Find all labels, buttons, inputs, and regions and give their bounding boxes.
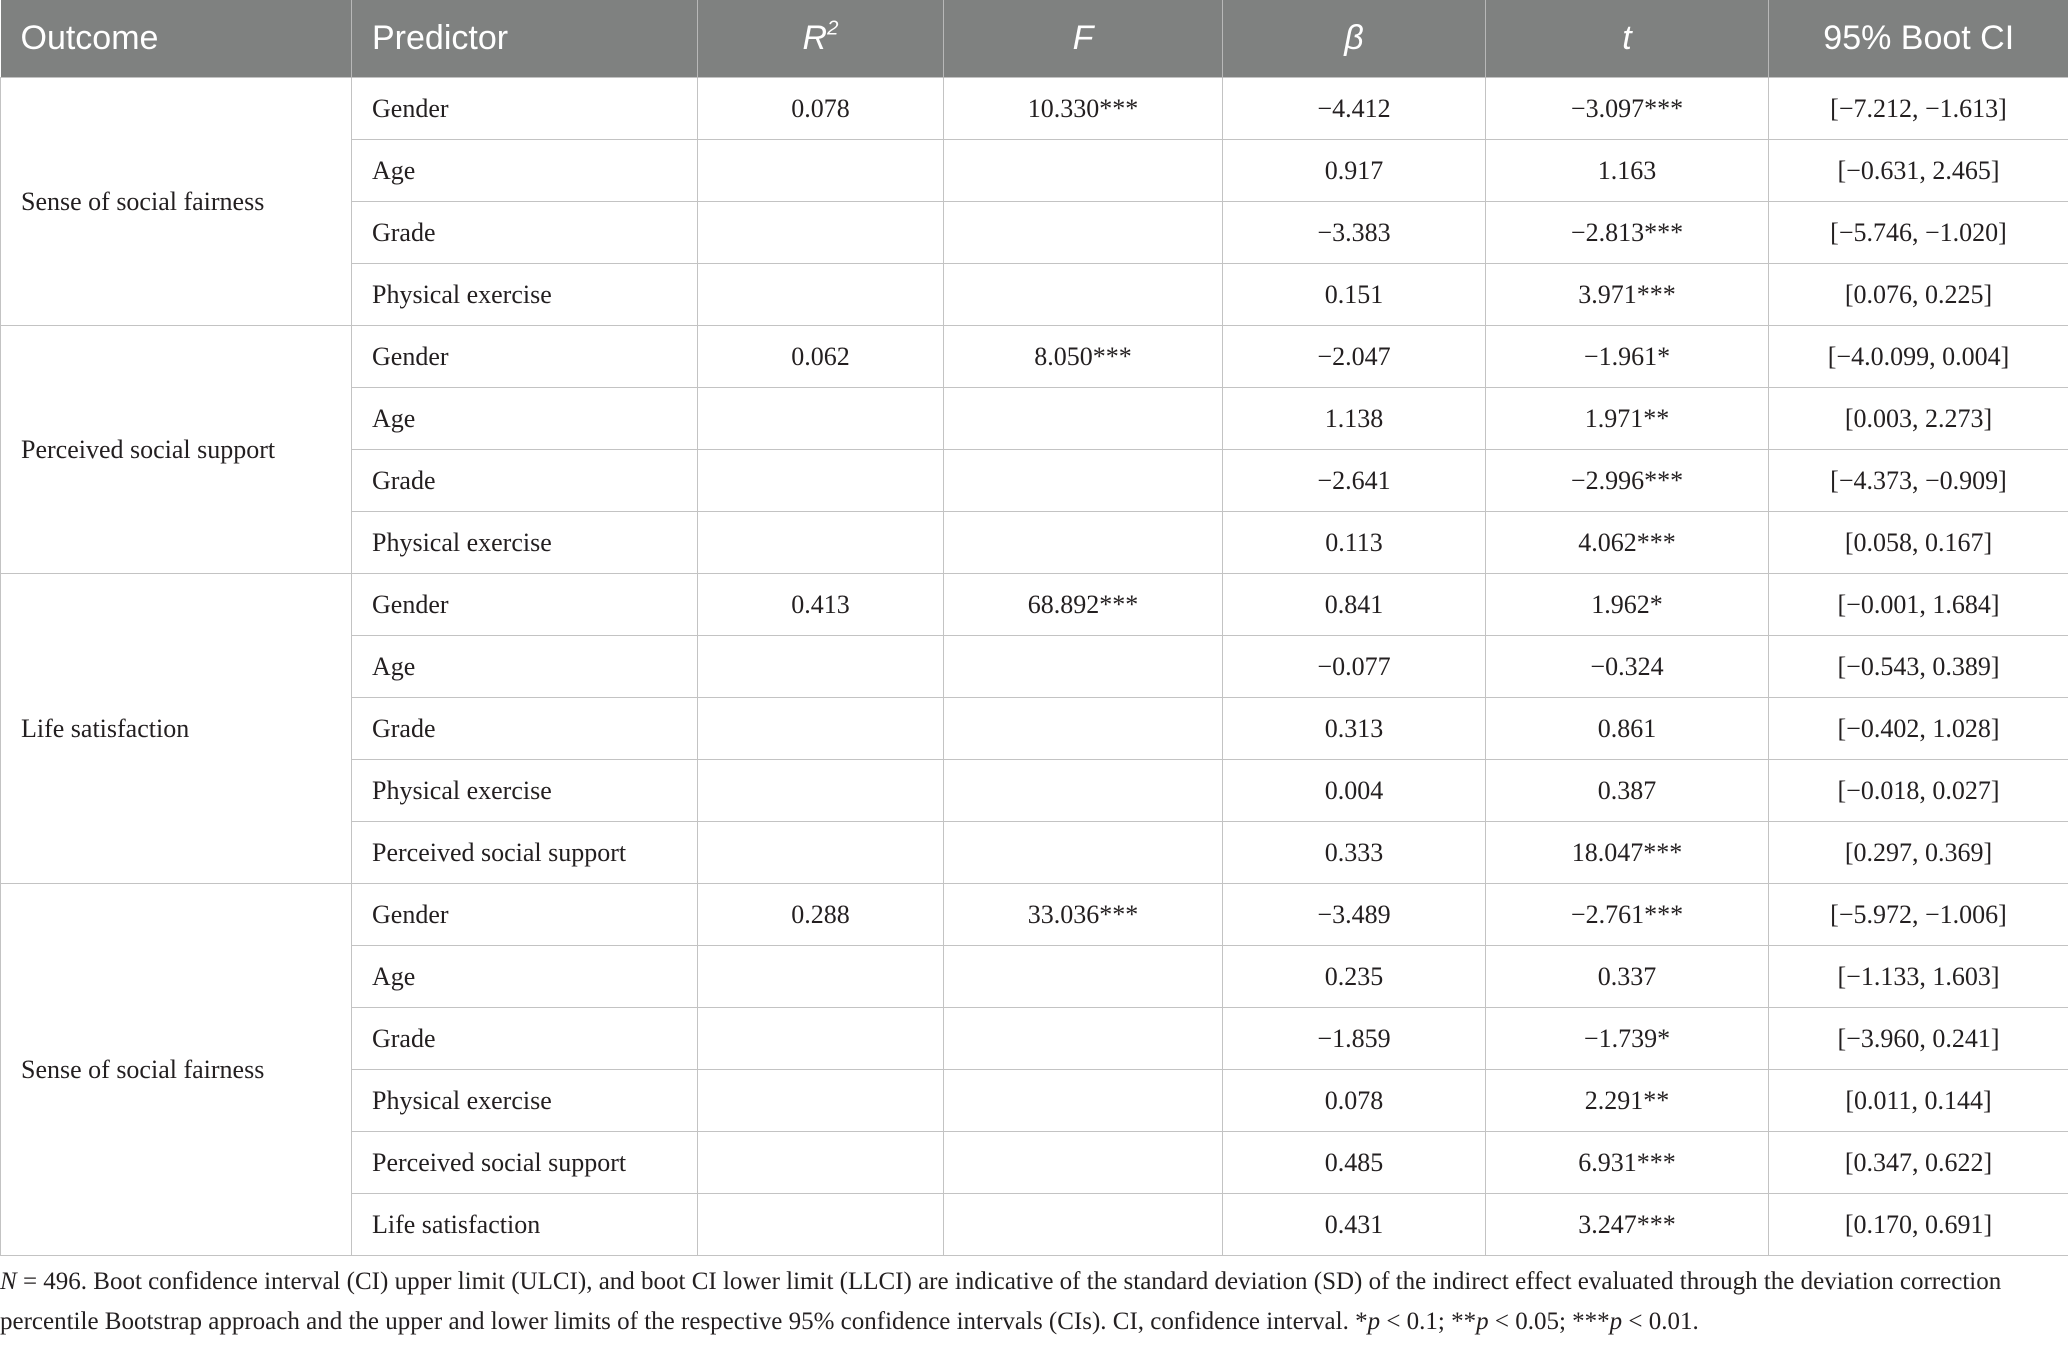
- ci-cell: [−0.631, 2.465]: [1769, 140, 2068, 202]
- note-sig1-rest: < 0.1;: [1380, 1308, 1452, 1335]
- ci-cell: [−0.018, 0.027]: [1769, 760, 2068, 822]
- r-squared-cell: [698, 698, 944, 760]
- f-cell: 68.892***: [944, 574, 1223, 636]
- note-sig2-rest: < 0.05;: [1488, 1308, 1573, 1335]
- header-row: [1, 0, 2068, 78]
- ci-cell: [0.170, 0.691]: [1769, 1194, 2068, 1256]
- predictor-cell: Gender: [352, 326, 698, 388]
- t-cell: −2.813***: [1486, 202, 1769, 264]
- beta-cell: 1.138: [1223, 388, 1486, 450]
- f-cell: [944, 450, 1223, 512]
- predictor-cell: Gender: [352, 78, 698, 140]
- ci-cell: [0.297, 0.369]: [1769, 822, 2068, 884]
- beta-cell: 0.078: [1223, 1070, 1486, 1132]
- predictor-cell: Age: [352, 636, 698, 698]
- r-squared-cell: [698, 264, 944, 326]
- r-squared-cell: 0.413: [698, 574, 944, 636]
- table-header: [1, 0, 2068, 78]
- t-cell: 1.962*: [1486, 574, 1769, 636]
- ci-cell: [−0.543, 0.389]: [1769, 636, 2068, 698]
- f-cell: [944, 946, 1223, 1008]
- f-cell: 10.330***: [944, 78, 1223, 140]
- t-cell: 18.047***: [1486, 822, 1769, 884]
- header-outcome: Outcome: [1, 0, 352, 78]
- f-cell: 8.050***: [944, 326, 1223, 388]
- f-cell: [944, 140, 1223, 202]
- predictor-cell: Grade: [352, 698, 698, 760]
- header-f: F: [944, 0, 1223, 78]
- t-cell: 3.971***: [1486, 264, 1769, 326]
- f-cell: [944, 1132, 1223, 1194]
- r-squared-cell: [698, 1194, 944, 1256]
- note-n-label: N: [0, 1268, 17, 1295]
- r-squared-cell: 0.078: [698, 78, 944, 140]
- f-cell: [944, 760, 1223, 822]
- ci-cell: [−0.402, 1.028]: [1769, 698, 2068, 760]
- ci-cell: [−5.972, −1.006]: [1769, 884, 2068, 946]
- r-squared-cell: 0.062: [698, 326, 944, 388]
- t-cell: 6.931***: [1486, 1132, 1769, 1194]
- r-squared-cell: [698, 760, 944, 822]
- f-cell: [944, 388, 1223, 450]
- note-sig1-stars: *: [1355, 1308, 1368, 1335]
- note-body: = 496. Boot confidence interval (CI) upper limit (ULCI), and boot CI lower limit (LLCI) are indicative of the standard deviation (SD) of the indirect effect evaluated through the deviation correction percentile Bootstrap approach and the upper and lower limits of the respective 95% confidence intervals (CIs). CI, confidence interval.: [0, 1268, 2002, 1335]
- predictor-cell: Physical exercise: [352, 512, 698, 574]
- r-squared-cell: 0.288: [698, 884, 944, 946]
- beta-cell: 0.235: [1223, 946, 1486, 1008]
- beta-cell: 0.313: [1223, 698, 1486, 760]
- beta-cell: −2.047: [1223, 326, 1486, 388]
- f-cell: [944, 822, 1223, 884]
- ci-cell: [−5.746, −1.020]: [1769, 202, 2068, 264]
- f-cell: [944, 1070, 1223, 1132]
- ci-cell: [0.076, 0.225]: [1769, 264, 2068, 326]
- ci-cell: [0.347, 0.622]: [1769, 1132, 2068, 1194]
- r-squared-cell: [698, 946, 944, 1008]
- f-cell: [944, 636, 1223, 698]
- r-squared-cell: [698, 636, 944, 698]
- beta-cell: 0.841: [1223, 574, 1486, 636]
- ci-cell: [0.058, 0.167]: [1769, 512, 2068, 574]
- r-squared-cell: [698, 140, 944, 202]
- beta-cell: 0.151: [1223, 264, 1486, 326]
- f-cell: [944, 512, 1223, 574]
- predictor-cell: Grade: [352, 450, 698, 512]
- t-cell: 4.062***: [1486, 512, 1769, 574]
- predictor-cell: Age: [352, 946, 698, 1008]
- table-row: [1, 78, 2068, 140]
- table-row: [1, 574, 2068, 636]
- f-cell: 33.036***: [944, 884, 1223, 946]
- ci-cell: [−4.373, −0.909]: [1769, 450, 2068, 512]
- t-cell: −2.996***: [1486, 450, 1769, 512]
- t-cell: −3.097***: [1486, 78, 1769, 140]
- outcome-cell: Life satisfaction: [1, 574, 352, 884]
- header-t: t: [1486, 0, 1769, 78]
- beta-cell: 0.431: [1223, 1194, 1486, 1256]
- beta-cell: 0.333: [1223, 822, 1486, 884]
- beta-cell: −2.641: [1223, 450, 1486, 512]
- table-row: [1, 884, 2068, 946]
- header-predictor: Predictor: [352, 0, 698, 78]
- predictor-cell: Physical exercise: [352, 264, 698, 326]
- ci-cell: [0.003, 2.273]: [1769, 388, 2068, 450]
- r-squared-cell: [698, 450, 944, 512]
- beta-cell: −1.859: [1223, 1008, 1486, 1070]
- ci-cell: [−0.001, 1.684]: [1769, 574, 2068, 636]
- t-cell: 0.337: [1486, 946, 1769, 1008]
- t-cell: 1.971**: [1486, 388, 1769, 450]
- r-squared-cell: [698, 512, 944, 574]
- t-cell: 3.247***: [1486, 1194, 1769, 1256]
- beta-cell: 0.004: [1223, 760, 1486, 822]
- t-cell: −1.739*: [1486, 1008, 1769, 1070]
- outcome-cell: Sense of social fairness: [1, 884, 352, 1256]
- predictor-cell: Physical exercise: [352, 760, 698, 822]
- t-cell: 2.291**: [1486, 1070, 1769, 1132]
- predictor-cell: Perceived social support: [352, 822, 698, 884]
- beta-cell: −3.383: [1223, 202, 1486, 264]
- header-r-squared: [698, 0, 944, 78]
- predictor-cell: Physical exercise: [352, 1070, 698, 1132]
- f-cell: [944, 1008, 1223, 1070]
- beta-cell: −0.077: [1223, 636, 1486, 698]
- r-squared-cell: [698, 1070, 944, 1132]
- predictor-cell: Age: [352, 140, 698, 202]
- r-squared-cell: [698, 388, 944, 450]
- predictor-cell: Gender: [352, 574, 698, 636]
- predictor-cell: Gender: [352, 884, 698, 946]
- beta-cell: 0.113: [1223, 512, 1486, 574]
- r-squared-cell: [698, 822, 944, 884]
- table-footnote: [0, 1262, 2040, 1342]
- f-cell: [944, 698, 1223, 760]
- beta-cell: 0.485: [1223, 1132, 1486, 1194]
- header-beta: β: [1223, 0, 1486, 78]
- note-sig3-rest: < 0.01.: [1622, 1308, 1699, 1335]
- t-cell: −1.961*: [1486, 326, 1769, 388]
- header-boot-ci: 95% Boot CI: [1769, 0, 2068, 78]
- note-p2: p: [1476, 1308, 1489, 1335]
- ci-cell: [−4.0.099, 0.004]: [1769, 326, 2068, 388]
- table-row: [1, 326, 2068, 388]
- header-r-sup: 2: [827, 17, 839, 40]
- ci-cell: [0.011, 0.144]: [1769, 1070, 2068, 1132]
- ci-cell: [−3.960, 0.241]: [1769, 1008, 2068, 1070]
- outcome-cell: Perceived social support: [1, 326, 352, 574]
- beta-cell: −3.489: [1223, 884, 1486, 946]
- note-p1: p: [1367, 1308, 1381, 1335]
- predictor-cell: Age: [352, 388, 698, 450]
- t-cell: 1.163: [1486, 140, 1769, 202]
- f-cell: [944, 264, 1223, 326]
- header-r-base: R: [802, 19, 828, 57]
- note-sig2-stars: **: [1451, 1308, 1477, 1335]
- r-squared-cell: [698, 1008, 944, 1070]
- note-p3: p: [1609, 1308, 1623, 1335]
- predictor-cell: Perceived social support: [352, 1132, 698, 1194]
- predictor-cell: Grade: [352, 202, 698, 264]
- r-squared-cell: [698, 1132, 944, 1194]
- table-body: [1, 78, 2068, 1256]
- beta-cell: 0.917: [1223, 140, 1486, 202]
- t-cell: 0.387: [1486, 760, 1769, 822]
- t-cell: 0.861: [1486, 698, 1769, 760]
- beta-cell: −4.412: [1223, 78, 1486, 140]
- ci-cell: [−7.212, −1.613]: [1769, 78, 2068, 140]
- t-cell: −0.324: [1486, 636, 1769, 698]
- f-cell: [944, 1194, 1223, 1256]
- predictor-cell: Life satisfaction: [352, 1194, 698, 1256]
- f-cell: [944, 202, 1223, 264]
- note-sig3-stars: ***: [1572, 1308, 1610, 1335]
- t-cell: −2.761***: [1486, 884, 1769, 946]
- predictor-cell: Grade: [352, 1008, 698, 1070]
- ci-cell: [−1.133, 1.603]: [1769, 946, 2068, 1008]
- r-squared-cell: [698, 202, 944, 264]
- outcome-cell: Sense of social fairness: [1, 78, 352, 326]
